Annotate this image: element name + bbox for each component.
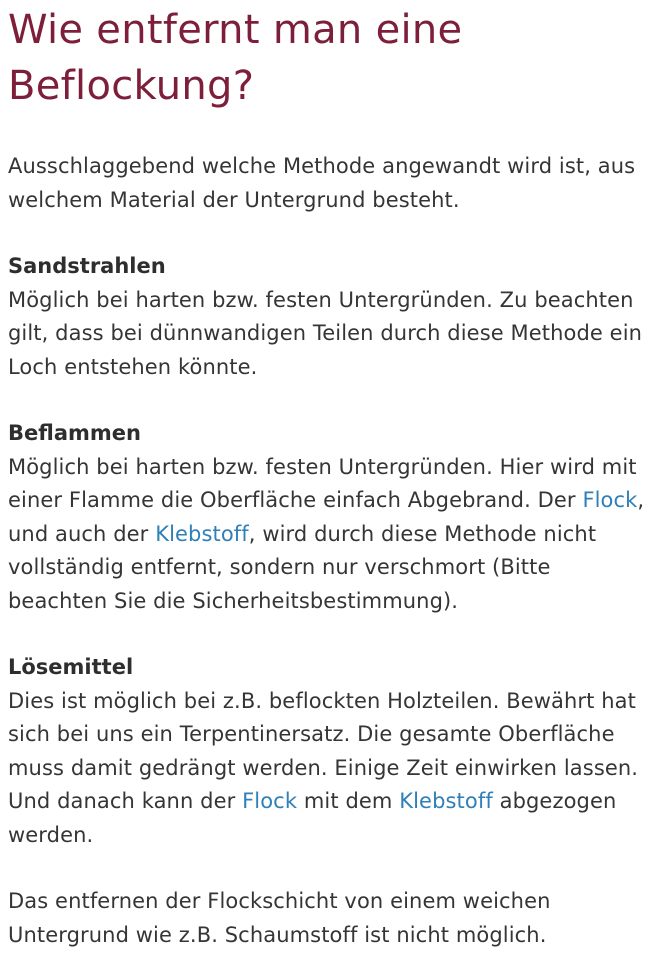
section-text-beflammen bbox=[8, 451, 648, 619]
section-heading-beflammen: Beflammen bbox=[8, 421, 141, 445]
section-loesemittel bbox=[8, 651, 648, 852]
text-segment: Dies ist möglich bei z.B. beflockten Holzteilen. Bewährt hat sich bei uns ein Terpentinersatz. Die gesamte Oberfläche muss damit gedrängt werden. Einige Zeit einwirken lassen. Und danach kann der bbox=[8, 688, 639, 813]
article bbox=[8, 0, 648, 952]
outro-paragraph: Das entfernen der Flockschicht von einem weichen Untergrund wie z.B. Schaumstoff ist nicht möglich. bbox=[8, 889, 551, 947]
klebstoff-link[interactable]: Klebstoff bbox=[399, 789, 493, 813]
section-heading-sandstrahlen: Sandstrahlen bbox=[8, 254, 166, 278]
text-segment: abgezogen werden. bbox=[8, 789, 617, 847]
flock-link[interactable]: Flock bbox=[582, 488, 638, 512]
page-title: Wie entfernt man eine Beflockung? bbox=[8, 7, 463, 109]
text-segment: mit dem bbox=[297, 789, 400, 813]
flock-link[interactable]: Flock bbox=[242, 789, 298, 813]
intro-paragraph: Ausschlaggebend welche Methode angewandt wird ist, aus welchem Material der Untergrund besteht. bbox=[8, 154, 636, 212]
text-segment: Möglich bei harten bzw. festen Untergründen. Hier wird mit einer Flamme die Oberfläche einfach Abgebrand. Der bbox=[8, 454, 637, 512]
section-beflammen bbox=[8, 417, 648, 618]
text-segment: , wird durch diese Methode nicht vollständig entfernt, sondern nur verschmort (Bitte beachten Sie die Sicherheitsbestimmung). bbox=[8, 521, 597, 613]
section-text-sandstrahlen: Möglich bei harten bzw. festen Untergründen. Zu beachten gilt, dass bei dünnwandigen Teilen durch diese Methode ein Loch entstehen könnte. bbox=[8, 287, 643, 379]
section-sandstrahlen bbox=[8, 250, 648, 384]
section-text-loesemittel bbox=[8, 685, 648, 853]
section-heading-loesemittel: Lösemittel bbox=[8, 655, 134, 679]
klebstoff-link[interactable]: Klebstoff bbox=[155, 521, 249, 546]
text-segment: , und auch der bbox=[8, 488, 645, 546]
